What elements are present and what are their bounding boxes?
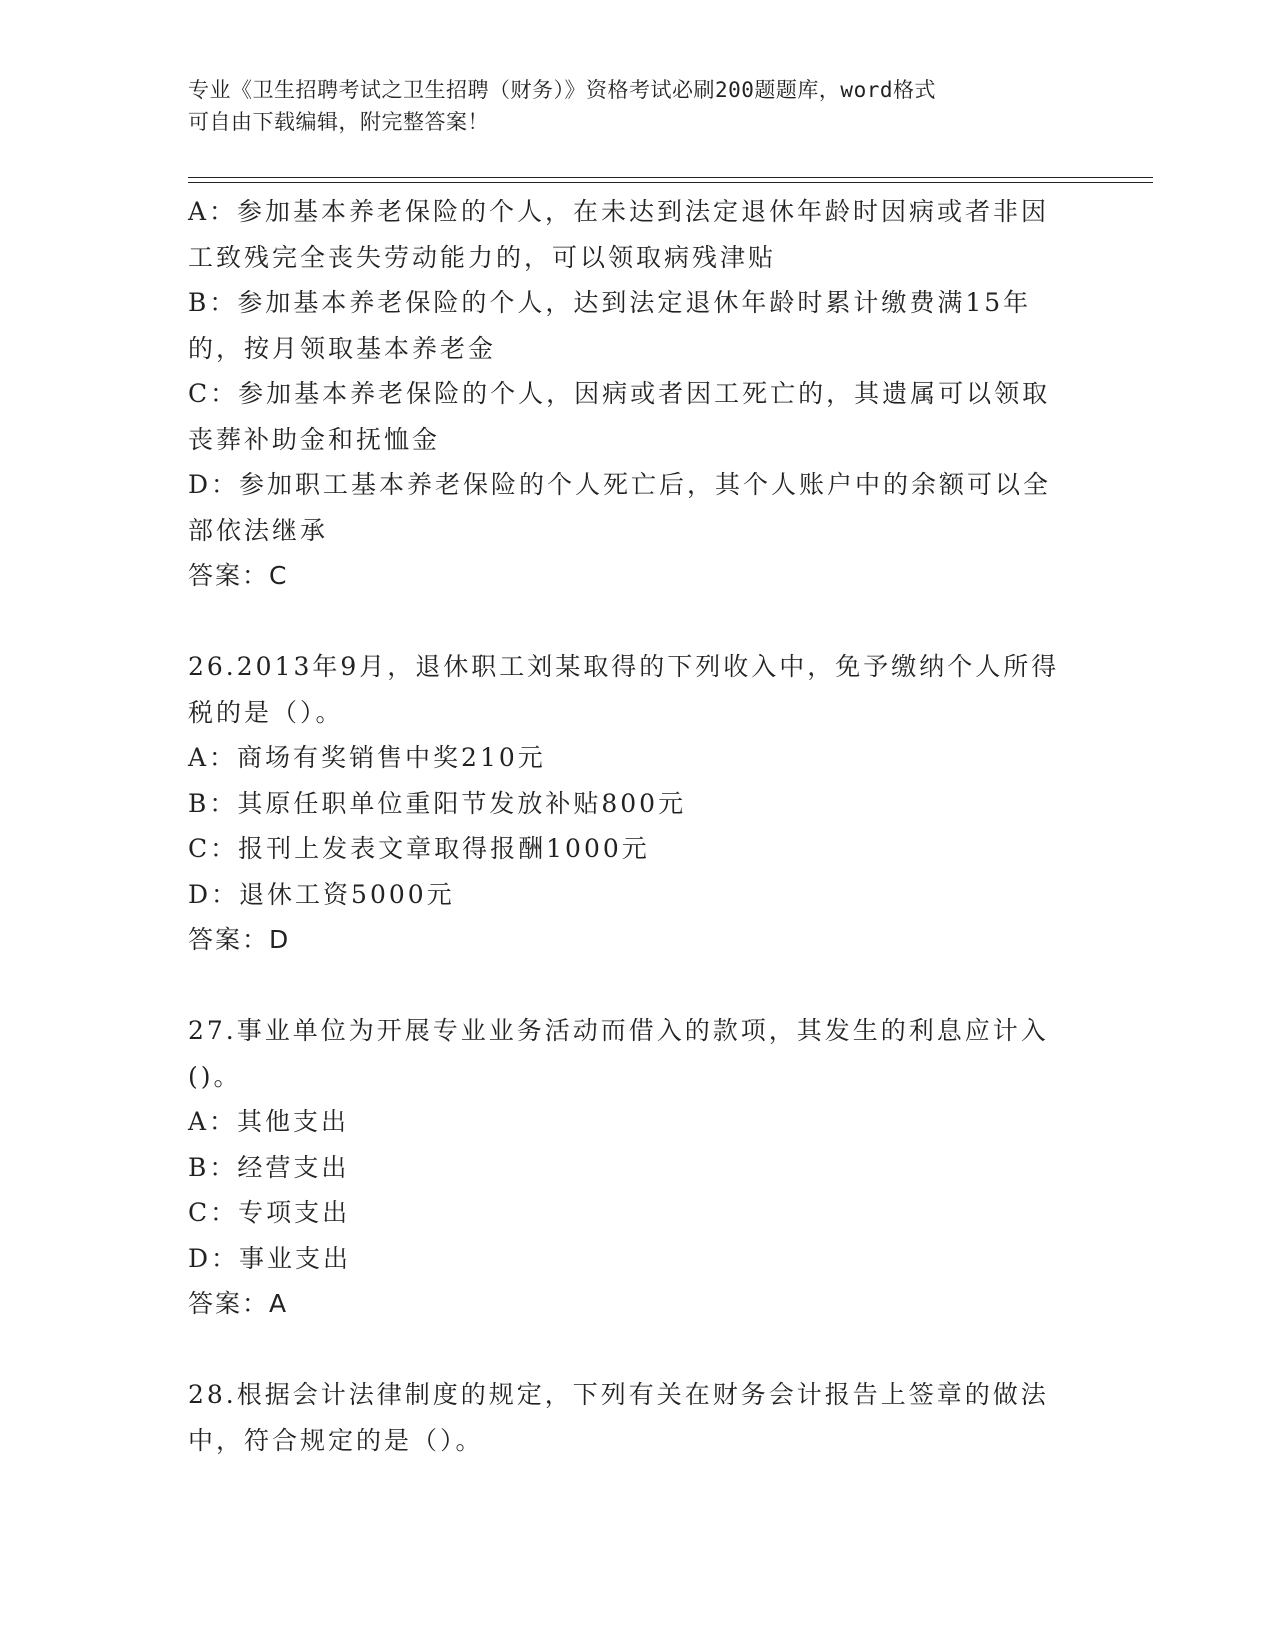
spacer [188, 963, 1088, 1009]
answer: 答案：C [188, 561, 289, 590]
option-b-line-1: B：参加基本养老保险的个人，达到法定退休年龄时累计缴费满15年 [188, 288, 1032, 317]
header-title-line-2: 可自由下载编辑，附完整答案！ [188, 110, 489, 134]
option-b-line-2: 的，按月领取基本养老金 [188, 333, 497, 363]
option-c: C：专项支出 [188, 1198, 351, 1227]
option-c: C：报刊上发表文章取得报酬1000元 [188, 834, 650, 863]
question-stem-line-2: 税的是（）。 [188, 697, 344, 727]
header-divider-bottom [188, 182, 1153, 183]
answer: 答案：A [188, 1289, 289, 1318]
question-stem-line-1: 26.2013年9月，退休职工刘某取得的下列收入中，免予缴纳个人所得 [188, 652, 1060, 681]
option-b: B：其原任职单位重阳节发放补贴800元 [188, 788, 687, 818]
question-25 [188, 189, 1088, 599]
document-body [188, 189, 1088, 1463]
question-28 [188, 1372, 1088, 1463]
question-26 [188, 644, 1088, 963]
option-d-line-2: 部依法继承 [188, 515, 329, 545]
option-a-line-1: A：参加基本养老保险的个人，在未达到法定退休年龄时因病或者非因 [188, 197, 1050, 226]
option-a-line-2: 工致残完全丧失劳动能力的，可以领取病残津贴 [188, 242, 777, 272]
header-divider-top [188, 177, 1153, 178]
spacer [188, 599, 1088, 645]
option-d: D：退休工资5000元 [188, 879, 455, 909]
option-c-line-1: C：参加基本养老保险的个人，因病或者因工死亡的，其遗属可以领取 [188, 379, 1051, 408]
question-stem-line-2: ()。 [188, 1061, 242, 1091]
option-a: A：其他支出 [188, 1107, 350, 1136]
question-stem-line-2: 中，符合规定的是（）。 [188, 1425, 484, 1455]
spacer [188, 1327, 1088, 1373]
question-stem-line-1: 27.事业单位为开展专业业务活动而借入的款项，其发生的利息应计入 [188, 1016, 1049, 1045]
option-c-line-2: 丧葬补助金和抚恤金 [188, 424, 441, 454]
option-b: B：经营支出 [188, 1152, 350, 1182]
header-title-line-1: 专业《卫生招聘考试之卫生招聘（财务）》资格考试必刷200题题库，word格式 [188, 78, 936, 102]
option-a: A：商场有奖销售中奖210元 [188, 743, 546, 772]
question-27 [188, 1008, 1088, 1327]
question-stem-line-1: 28.根据会计法律制度的规定，下列有关在财务会计报告上签章的做法 [188, 1380, 1049, 1409]
document-header [188, 74, 1068, 138]
option-d: D：事业支出 [188, 1243, 352, 1273]
answer: 答案：D [188, 925, 291, 954]
option-d-line-1: D：参加职工基本养老保险的个人死亡后，其个人账户中的余额可以全 [188, 470, 1052, 499]
